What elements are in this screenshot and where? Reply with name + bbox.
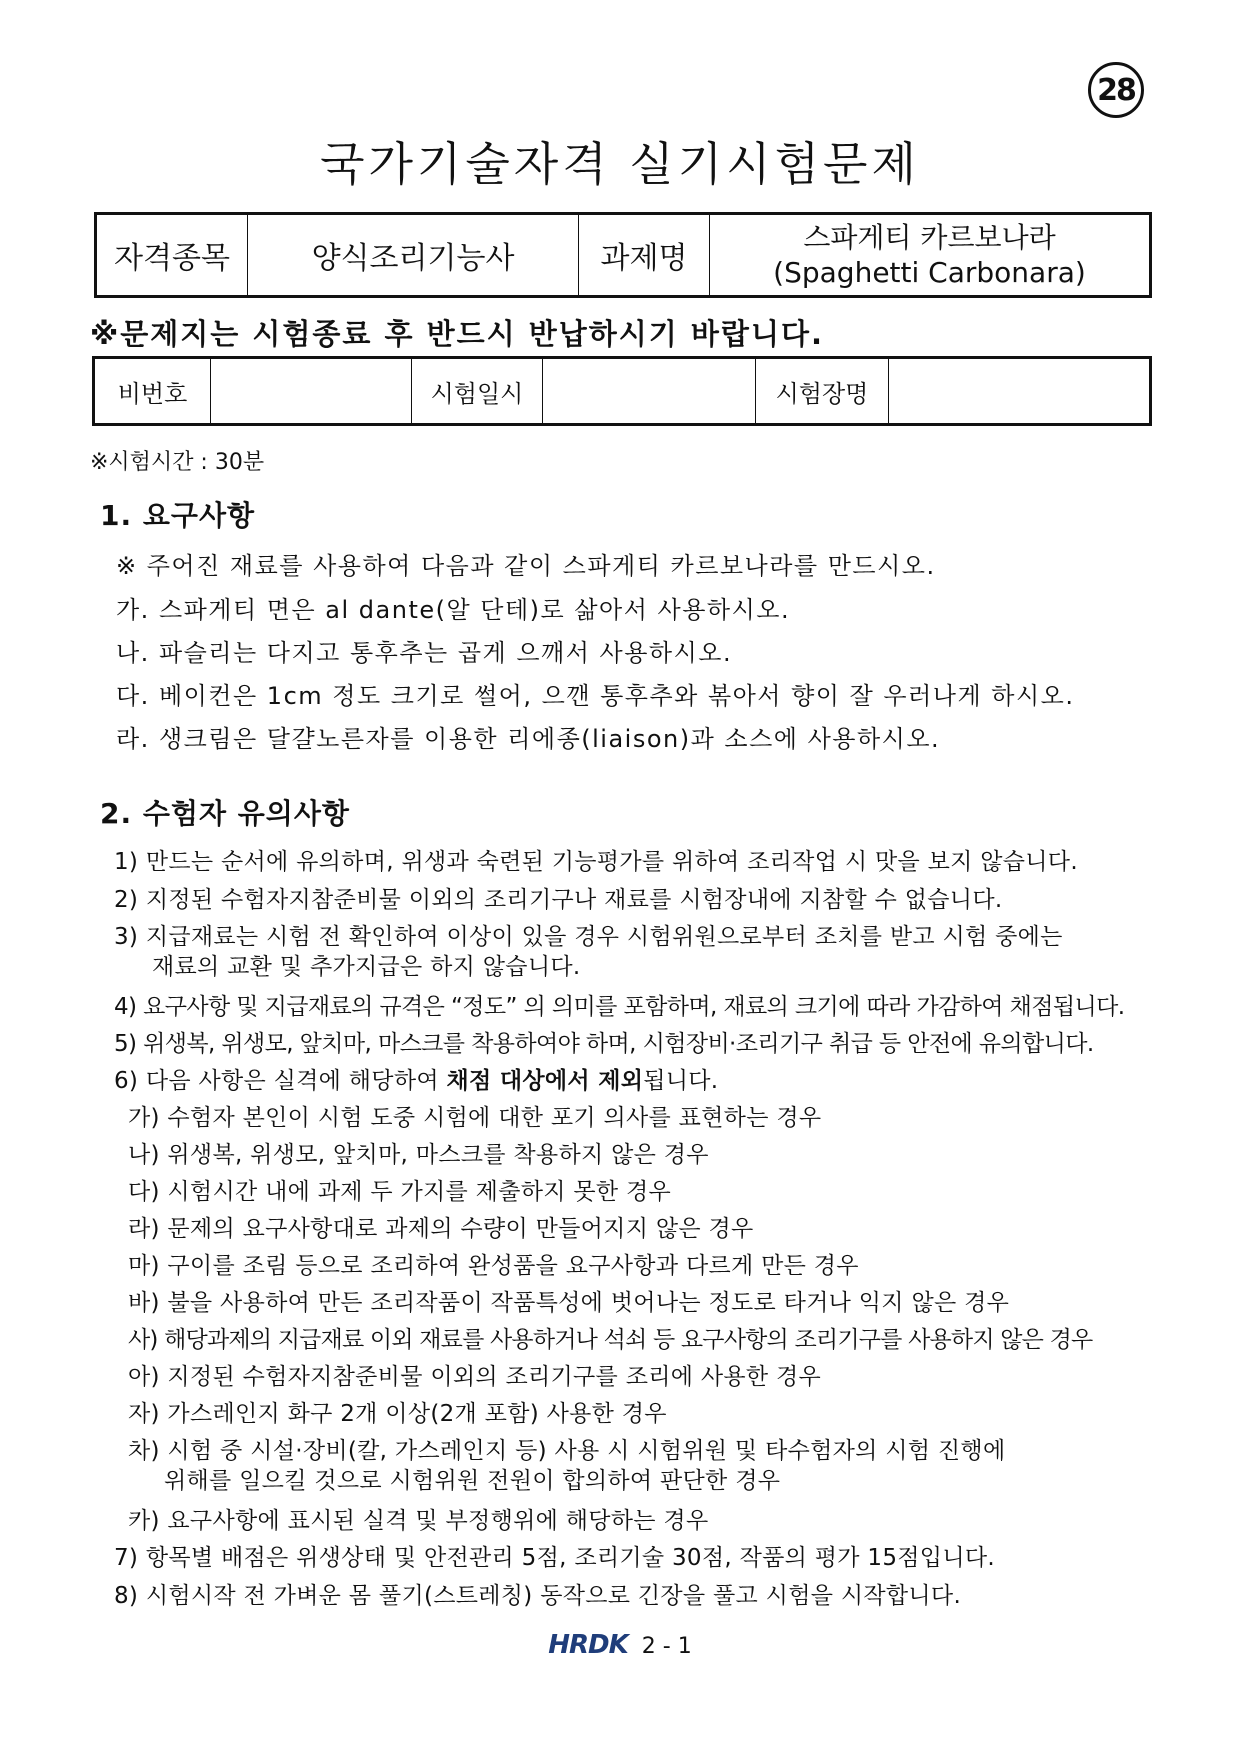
- task-name-en: (Spaghetti Carbonara): [773, 256, 1086, 289]
- disqualification-item: 나) 위생복, 위생모, 앞치마, 마스크를 착용하지 않은 경우: [128, 1142, 709, 1168]
- subject-label: 자격종목: [96, 214, 248, 297]
- info-table: [92, 356, 1152, 426]
- task-value: [710, 214, 1151, 297]
- page-title: 국가기술자격 실기시험문제: [320, 137, 920, 191]
- requirement-item: 가. 스파게티 면은 al dante(알 단테)로 삶아서 사용하시오.: [116, 596, 791, 624]
- footer: [0, 1630, 1240, 1660]
- disqualification-item: 가) 수험자 본인이 시험 도중 시험에 대한 포기 의사를 표현하는 경우: [128, 1105, 822, 1131]
- disqualification-item: 다) 시험시간 내에 과제 두 가지를 제출하지 못한 경우: [128, 1179, 672, 1205]
- note-text: 됩니다.: [643, 1068, 719, 1094]
- page-number-badge: 28: [1088, 62, 1144, 118]
- note-item: 4) 요구사항 및 지급재료의 규격은 “정도” 의 의미를 포함하며, 재료의 크기에 따라 가감하여 채점됩니다.: [114, 994, 1125, 1020]
- note-item: 1) 만드는 순서에 유의하며, 위생과 숙련된 기능평가를 위하여 조리작업 시 맛을 보지 않습니다.: [114, 849, 1078, 875]
- note-item-continued: 재료의 교환 및 추가지급은 하지 않습니다.: [152, 954, 581, 980]
- id-label: 비번호: [94, 358, 211, 425]
- hrdk-logo: HRDK: [548, 1630, 628, 1660]
- disqualification-item: 아) 지정된 수험자지참준비물 이외의 조리기구를 조리에 사용한 경우: [128, 1364, 822, 1390]
- task-name-ko: 스파게티 카르보나라: [803, 221, 1056, 254]
- disqualification-item: 라) 문제의 요구사항대로 과제의 수량이 만들어지지 않은 경우: [128, 1216, 754, 1242]
- footer-page-number: 2 - 1: [641, 1634, 692, 1659]
- note-text: 6) 다음 사항은 실격에 해당하여: [114, 1068, 447, 1094]
- disqualification-item: 차) 시험 중 시설·장비(칼, 가스레인지 등) 사용 시 시험위원 및 타수험자의 시험 진행에: [128, 1438, 1006, 1464]
- disqualification-item: 카) 요구사항에 표시된 실격 및 부정행위에 해당하는 경우: [128, 1508, 709, 1534]
- section2-heading: 2. 수험자 유의사항: [100, 797, 350, 830]
- header-table: [94, 212, 1152, 298]
- subject-value: 양식조리기능사: [248, 214, 579, 297]
- place-label: 시험장명: [756, 358, 889, 425]
- date-label: 시험일시: [412, 358, 543, 425]
- disqualification-item: 바) 불을 사용하여 만든 조리작품이 작품특성에 벗어나는 정도로 타거나 익지 않은 경우: [128, 1290, 1010, 1316]
- disqualification-item-continued: 위해를 일으킬 것으로 시험위원 전원이 합의하여 판단한 경우: [164, 1468, 781, 1494]
- note-item-disqualification: [114, 1062, 718, 1095]
- note-item: 5) 위생복, 위생모, 앞치마, 마스크를 착용하여야 하며, 시험장비·조리기구 취급 등 안전에 유의합니다.: [114, 1031, 1094, 1057]
- note-item: 8) 시험시작 전 가벼운 몸 풀기(스트레칭) 동작으로 긴장을 풀고 시험을 시작합니다.: [114, 1583, 962, 1609]
- note-item: 3) 지급재료는 시험 전 확인하여 이상이 있을 경우 시험위원으로부터 조치를 받고 시험 중에는: [114, 924, 1063, 950]
- exam-time: ※시험시간 : 30분: [90, 450, 265, 475]
- disqualification-item: 사) 해당과제의 지급재료 이외 재료를 사용하거나 석쇠 등 요구사항의 조리기구를 사용하지 않은 경우: [128, 1327, 1093, 1353]
- place-value[interactable]: [889, 358, 1151, 425]
- requirement-item: 나. 파슬리는 다지고 통후추는 곱게 으깨서 사용하시오.: [116, 639, 733, 667]
- note-item: 2) 지정된 수험자지참준비물 이외의 조리기구나 재료를 시험장내에 지참할 수 없습니다.: [114, 887, 1003, 913]
- date-value[interactable]: [543, 358, 756, 425]
- note-item: 7) 항목별 배점은 위생상태 및 안전관리 5점, 조리기술 30점, 작품의 평가 15점입니다.: [114, 1545, 995, 1571]
- disqualification-item: 마) 구이를 조림 등으로 조리하여 완성품을 요구사항과 다르게 만든 경우: [128, 1253, 859, 1279]
- note-emphasis: 채점 대상에서 제외: [446, 1068, 644, 1094]
- disqualification-item: 자) 가스레인지 화구 2개 이상(2개 포함) 사용한 경우: [128, 1401, 667, 1427]
- return-notice: ※문제지는 시험종료 후 반드시 반납하시기 바랍니다.: [90, 317, 824, 351]
- section1-heading: 1. 요구사항: [100, 499, 256, 532]
- id-value[interactable]: [211, 358, 412, 425]
- requirement-item: 다. 베이컨은 1cm 정도 크기로 썰어, 으깬 통후추와 볶아서 향이 잘 우러나게 하시오.: [116, 682, 1075, 710]
- task-label: 과제명: [579, 214, 710, 297]
- requirement-intro: ※ 주어진 재료를 사용하여 다음과 같이 스파게티 카르보나라를 만드시오.: [116, 552, 936, 580]
- requirement-item: 라. 생크림은 달걀노른자를 이용한 리에종(liaison)과 소스에 사용하시오.: [116, 725, 941, 753]
